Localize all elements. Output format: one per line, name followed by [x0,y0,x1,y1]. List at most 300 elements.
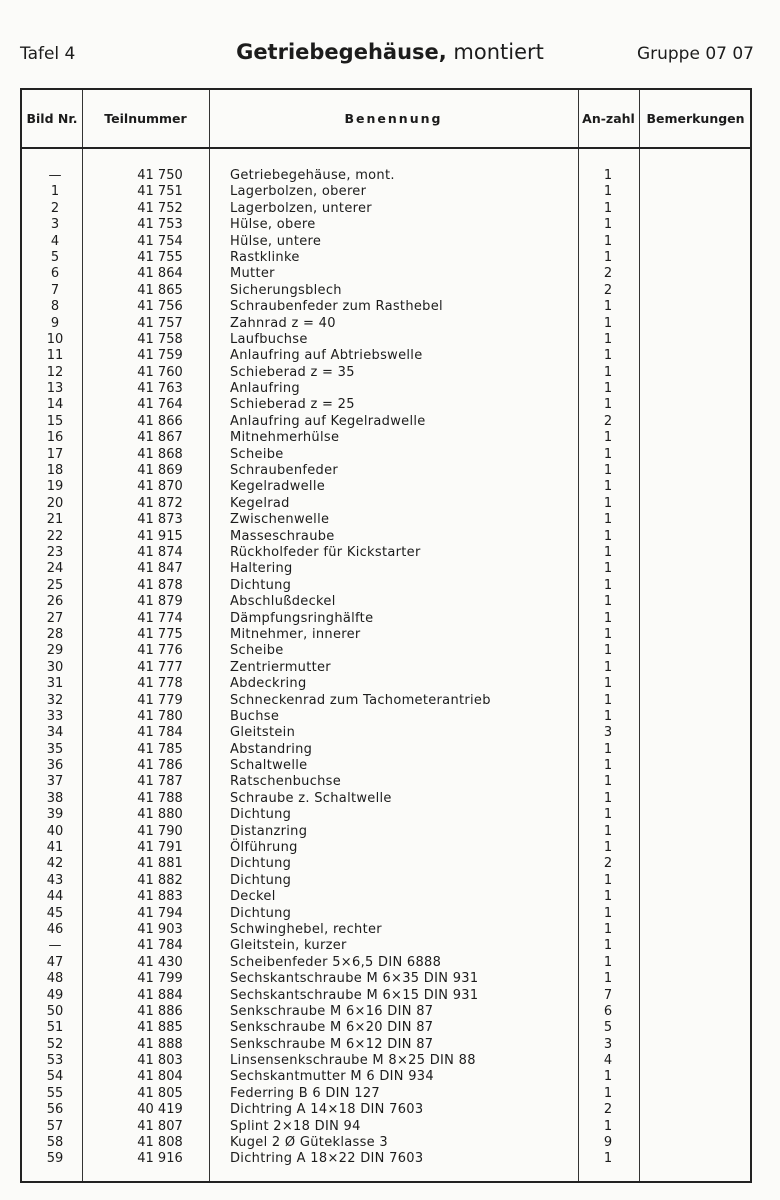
anzahl-cell: 1 [603,872,613,888]
bild-cell: 26 [46,594,64,610]
anzahl-cell: 1 [603,528,613,544]
table-row [22,889,750,905]
table-row [22,873,750,889]
teilnummer-cell: 41 775 [137,626,183,642]
benennung-cell: Hülse, obere [230,217,316,233]
benennung-cell: Ratschenbuchse [230,774,342,790]
table-row [22,906,750,922]
benennung-cell: Schraube z. Schaltwelle [230,790,392,806]
anzahl-cell: 1 [603,692,613,708]
table-row [22,660,750,676]
parts-table [20,88,752,1183]
table-row [22,496,750,512]
bild-cell: 8 [50,299,60,315]
teilnummer-cell: 41 759 [137,348,183,364]
benennung-cell: Kegelrad [230,495,290,511]
teilnummer-cell: 41 879 [137,594,183,610]
benennung-cell: Kugel 2 Ø Güteklasse 3 [230,1135,388,1151]
anzahl-cell: 1 [603,495,613,511]
table-row [22,807,750,823]
teilnummer-cell: 41 777 [137,659,183,675]
bild-cell: 28 [46,626,64,642]
anzahl-cell: 5 [603,1020,613,1036]
table-row [22,332,750,348]
bild-cell: 32 [46,692,64,708]
teilnummer-cell: 41 755 [137,249,183,265]
bild-cell: 41 [46,840,64,856]
teilnummer-cell: 41 888 [137,1036,183,1052]
bild-cell: 49 [46,987,64,1003]
table-row [22,676,750,692]
table-row [22,348,750,364]
table-row [22,1037,750,1053]
bild-cell: 10 [46,331,64,347]
benennung-cell: Federring B 6 DIN 127 [230,1085,380,1101]
anzahl-cell: 1 [603,626,613,642]
anzahl-cell: 1 [603,381,613,397]
benennung-cell: Zentriermutter [230,659,331,675]
table-row [22,955,750,971]
bild-cell: 51 [46,1020,64,1036]
bild-cell: 1 [50,184,60,200]
teilnummer-cell: 41 430 [137,954,183,970]
bild-cell: 57 [46,1118,64,1134]
bild-cell: 46 [46,921,64,937]
bild-cell: 11 [46,348,64,364]
benennung-cell: Dichtung [230,807,292,823]
benennung-cell: Mitnehmerhülse [230,430,340,446]
bild-cell: 48 [46,971,64,987]
table-row [22,1069,750,1085]
teilnummer-cell: 41 774 [137,610,183,626]
anzahl-cell: 2 [603,282,613,298]
anzahl-cell: 1 [603,790,613,806]
anzahl-cell: 2 [603,413,613,429]
benennung-cell: Gleitstein, kurzer [230,938,347,954]
table-row [22,299,750,315]
plate-label: Tafel 4 [20,44,76,64]
teilnummer-cell: 41 847 [137,561,183,577]
table-row [22,725,750,741]
anzahl-cell: 1 [603,905,613,921]
benennung-cell: Abstandring [230,741,313,757]
teilnummer-cell: 41 915 [137,528,183,544]
table-row [22,758,750,774]
table-row [22,414,750,430]
teilnummer-cell: 41 785 [137,741,183,757]
page-title-bold: Getriebegehäuse, [236,40,447,64]
bild-cell: 42 [46,856,64,872]
anzahl-cell: 1 [603,184,613,200]
teilnummer-cell: 41 916 [137,1151,183,1167]
bild-cell: 35 [46,741,64,757]
benennung-cell: Schwinghebel, rechter [230,921,382,937]
anzahl-cell: 1 [603,1069,613,1085]
benennung-cell: Dichtring A 18×22 DIN 7603 [230,1151,424,1167]
teilnummer-cell: 41 780 [137,708,183,724]
teilnummer-cell: 41 803 [137,1053,183,1069]
bild-cell: 20 [46,495,64,511]
teilnummer-cell: 41 885 [137,1020,183,1036]
group-label: Gruppe 07 07 [636,44,754,64]
bild-cell: 21 [46,512,64,528]
table-row [22,250,750,266]
teilnummer-cell: 41 868 [137,446,183,462]
benennung-cell: Lagerbolzen, oberer [230,184,367,200]
bild-cell: 14 [46,397,64,413]
benennung-cell: Linsensenkschraube M 8×25 DIN 88 [230,1053,476,1069]
bild-cell: 59 [46,1151,64,1167]
anzahl-cell: 2 [603,266,613,282]
table-row [22,824,750,840]
benennung-cell: Splint 2×18 DIN 94 [230,1118,361,1134]
anzahl-cell: 1 [603,217,613,233]
benennung-cell: Mutter [230,266,275,282]
bild-cell: — [48,168,62,183]
teilnummer-cell: 41 756 [137,299,183,315]
bild-cell: 7 [50,282,60,298]
table-row [22,709,750,725]
teilnummer-cell: 41 869 [137,463,183,479]
anzahl-cell: 1 [603,315,613,331]
benennung-cell: Anlaufring auf Kegelradwelle [230,413,426,429]
table-row [22,512,750,528]
benennung-cell: Distanzring [230,823,308,839]
benennung-cell: Abdeckring [230,676,307,692]
teilnummer-cell: 41 808 [137,1135,183,1151]
bild-cell: 13 [46,381,64,397]
table-row [22,1102,750,1118]
bild-cell: — [48,938,62,954]
benennung-cell: Dichtung [230,856,292,872]
table-row [22,922,750,938]
teilnummer-cell: 41 754 [137,233,183,249]
table-row [22,742,750,758]
benennung-cell: Abschlußdeckel [230,594,336,610]
anzahl-cell: 1 [603,938,613,954]
teilnummer-cell: 41 805 [137,1085,183,1101]
anzahl-cell: 1 [603,659,613,675]
bild-cell: 56 [46,1102,64,1118]
anzahl-cell: 1 [603,774,613,790]
teilnummer-cell: 41 752 [137,200,183,216]
bild-cell: 9 [50,315,60,331]
teilnummer-cell: 41 882 [137,872,183,888]
benennung-cell: Mitnehmer, innerer [230,626,361,642]
benennung-cell: Kegelradwelle [230,479,326,495]
benennung-cell: Senkschraube M 6×12 DIN 87 [230,1036,434,1052]
bild-cell: 37 [46,774,64,790]
bild-cell: 24 [46,561,64,577]
benennung-cell: Anlaufring auf Abtriebswelle [230,348,423,364]
teilnummer-cell: 41 786 [137,758,183,774]
benennung-cell: Rastklinke [230,249,300,265]
anzahl-cell: 1 [603,840,613,856]
table-row [22,561,750,577]
anzahl-cell: 1 [603,479,613,495]
teilnummer-cell: 41 881 [137,856,183,872]
table-row [22,1151,750,1167]
anzahl-cell: 4 [603,1053,613,1069]
benennung-cell: Schneckenrad zum Tachometerantrieb [230,692,491,708]
bild-cell: 5 [50,249,60,265]
bild-cell: 31 [46,676,64,692]
table-row [22,1086,750,1102]
anzahl-cell: 1 [603,741,613,757]
table-row [22,365,750,381]
benennung-cell: Haltering [230,561,293,577]
benennung-cell: Dichtung [230,905,292,921]
bild-cell: 2 [50,200,60,216]
teilnummer-cell: 41 751 [137,184,183,200]
table-row [22,693,750,709]
bild-cell: 27 [46,610,64,626]
teilnummer-cell: 41 807 [137,1118,183,1134]
bild-cell: 4 [50,233,60,249]
teilnummer-cell: 41 865 [137,282,183,298]
benennung-cell: Schraubenfeder [230,463,339,479]
table-row [22,266,750,282]
table-row [22,447,750,463]
table-row [22,529,750,545]
bild-cell: 54 [46,1069,64,1085]
teilnummer-cell: 41 788 [137,790,183,806]
bild-cell: 3 [50,217,60,233]
anzahl-cell: 1 [603,348,613,364]
teilnummer-cell: 41 903 [137,921,183,937]
benennung-cell: Buchse [230,708,280,724]
benennung-cell: Schieberad z = 25 [230,397,355,413]
table-row [22,479,750,495]
teilnummer-cell: 41 870 [137,479,183,495]
teilnummer-cell: 41 784 [137,725,183,741]
anzahl-cell: 1 [603,921,613,937]
table-row [22,234,750,250]
bild-cell: 15 [46,413,64,429]
table-row [22,774,750,790]
bild-cell: 33 [46,708,64,724]
benennung-cell: Scheibe [230,643,284,659]
table-row [22,627,750,643]
anzahl-cell: 2 [603,856,613,872]
anzahl-cell: 7 [603,987,613,1003]
teilnummer-cell: 41 873 [137,512,183,528]
teilnummer-cell: 40 419 [137,1102,183,1118]
anzahl-cell: 1 [603,364,613,380]
benennung-cell: Schieberad z = 35 [230,364,355,380]
bild-cell: 6 [50,266,60,282]
anzahl-cell: 1 [603,544,613,560]
anzahl-cell: 1 [603,430,613,446]
table-row [22,1119,750,1135]
benennung-cell: Lagerbolzen, unterer [230,200,372,216]
teilnummer-cell: 41 750 [137,168,183,183]
table-row [22,840,750,856]
anzahl-cell: 1 [603,643,613,659]
table-body [22,168,750,1168]
anzahl-cell: 3 [603,1036,613,1052]
table-row [22,201,750,217]
col-header-bild: Bild Nr. [26,110,78,126]
bild-cell: 58 [46,1135,64,1151]
table-row [22,316,750,332]
benennung-cell: Rückholfeder für Kickstarter [230,544,421,560]
bild-cell: 36 [46,758,64,774]
teilnummer-cell: 41 804 [137,1069,183,1085]
teilnummer-cell: 41 866 [137,413,183,429]
table-row [22,381,750,397]
bild-cell: 19 [46,479,64,495]
col-header-bemerkungen: Bemerkungen [646,110,745,126]
teilnummer-cell: 41 784 [137,938,183,954]
anzahl-cell: 1 [603,807,613,823]
bild-cell: 40 [46,823,64,839]
bild-cell: 12 [46,364,64,380]
anzahl-cell: 1 [603,331,613,347]
teilnummer-cell: 41 763 [137,381,183,397]
page-title-normal: montiert [453,40,544,64]
teilnummer-cell: 41 799 [137,971,183,987]
bild-cell: 29 [46,643,64,659]
teilnummer-cell: 41 791 [137,840,183,856]
teilnummer-cell: 41 757 [137,315,183,331]
benennung-cell: Scheibenfeder 5×6,5 DIN 6888 [230,954,442,970]
benennung-cell: Laufbuchse [230,331,308,347]
benennung-cell: Zahnrad z = 40 [230,315,336,331]
benennung-cell: Getriebegehäuse, mont. [230,168,395,183]
header-divider [22,147,750,149]
table-row [22,578,750,594]
anzahl-cell: 6 [603,1003,613,1019]
anzahl-cell: 1 [603,1118,613,1134]
table-row [22,938,750,954]
table-row [22,463,750,479]
teilnummer-cell: 41 794 [137,905,183,921]
table-row [22,217,750,233]
table-row [22,971,750,987]
benennung-cell: Sechskantschraube M 6×35 DIN 931 [230,971,479,987]
table-row [22,856,750,872]
bild-cell: 22 [46,528,64,544]
teilnummer-cell: 41 776 [137,643,183,659]
bild-cell: 23 [46,544,64,560]
benennung-cell: Sicherungsblech [230,282,342,298]
benennung-cell: Senkschraube M 6×16 DIN 87 [230,1003,434,1019]
anzahl-cell: 1 [603,200,613,216]
table-row [22,397,750,413]
anzahl-cell: 1 [603,446,613,462]
table-row [22,791,750,807]
benennung-cell: Masseschraube [230,528,335,544]
table-row [22,545,750,561]
col-header-benennung: Benennung [344,110,443,126]
anzahl-cell: 1 [603,610,613,626]
anzahl-cell: 1 [603,168,613,183]
benennung-cell: Schaltwelle [230,758,308,774]
page-header [0,38,780,68]
benennung-cell: Hülse, untere [230,233,322,249]
anzahl-cell: 1 [603,397,613,413]
table-row [22,611,750,627]
benennung-cell: Dichtring A 14×18 DIN 7603 [230,1102,424,1118]
benennung-cell: Dämpfungsringhälfte [230,610,374,626]
anzahl-cell: 1 [603,676,613,692]
table-row [22,643,750,659]
bild-cell: 52 [46,1036,64,1052]
benennung-cell: Dichtung [230,872,292,888]
col-header-anzahl: An-zahl [582,110,635,126]
teilnummer-cell: 41 886 [137,1003,183,1019]
anzahl-cell: 1 [603,249,613,265]
benennung-cell: Zwischenwelle [230,512,330,528]
benennung-cell: Sechskantmutter M 6 DIN 934 [230,1069,434,1085]
bild-cell: 38 [46,790,64,806]
table-row [22,594,750,610]
benennung-cell: Dichtung [230,577,292,593]
bild-cell: 39 [46,807,64,823]
teilnummer-cell: 41 787 [137,774,183,790]
teilnummer-cell: 41 760 [137,364,183,380]
bild-cell: 55 [46,1085,64,1101]
bild-cell: 43 [46,872,64,888]
bild-cell: 47 [46,954,64,970]
bild-cell: 25 [46,577,64,593]
teilnummer-cell: 41 872 [137,495,183,511]
teilnummer-cell: 41 867 [137,430,183,446]
anzahl-cell: 1 [603,1085,613,1101]
teilnummer-cell: 41 884 [137,987,183,1003]
teilnummer-cell: 41 764 [137,397,183,413]
teilnummer-cell: 41 864 [137,266,183,282]
teilnummer-cell: 41 878 [137,577,183,593]
teilnummer-cell: 41 883 [137,889,183,905]
table-row [22,1020,750,1036]
table-row [22,283,750,299]
anzahl-cell: 1 [603,889,613,905]
teilnummer-cell: 41 779 [137,692,183,708]
benennung-cell: Anlaufring [230,381,300,397]
anzahl-cell: 1 [603,233,613,249]
anzahl-cell: 1 [603,1151,613,1167]
bild-cell: 45 [46,905,64,921]
anzahl-cell: 1 [603,954,613,970]
anzahl-cell: 2 [603,1102,613,1118]
bild-cell: 50 [46,1003,64,1019]
table-row [22,988,750,1004]
anzahl-cell: 1 [603,577,613,593]
benennung-cell: Schraubenfeder zum Rasthebel [230,299,443,315]
bild-cell: 44 [46,889,64,905]
teilnummer-cell: 41 778 [137,676,183,692]
table-row [22,1135,750,1151]
bild-cell: 53 [46,1053,64,1069]
anzahl-cell: 1 [603,512,613,528]
anzahl-cell: 1 [603,561,613,577]
table-row [22,184,750,200]
anzahl-cell: 1 [603,594,613,610]
anzahl-cell: 1 [603,463,613,479]
teilnummer-cell: 41 758 [137,331,183,347]
anzahl-cell: 1 [603,971,613,987]
anzahl-cell: 1 [603,758,613,774]
benennung-cell: Deckel [230,889,276,905]
bild-cell: 17 [46,446,64,462]
bild-cell: 18 [46,463,64,479]
table-row [22,168,750,184]
teilnummer-cell: 41 753 [137,217,183,233]
anzahl-cell: 1 [603,708,613,724]
benennung-cell: Ölführung [230,840,298,856]
